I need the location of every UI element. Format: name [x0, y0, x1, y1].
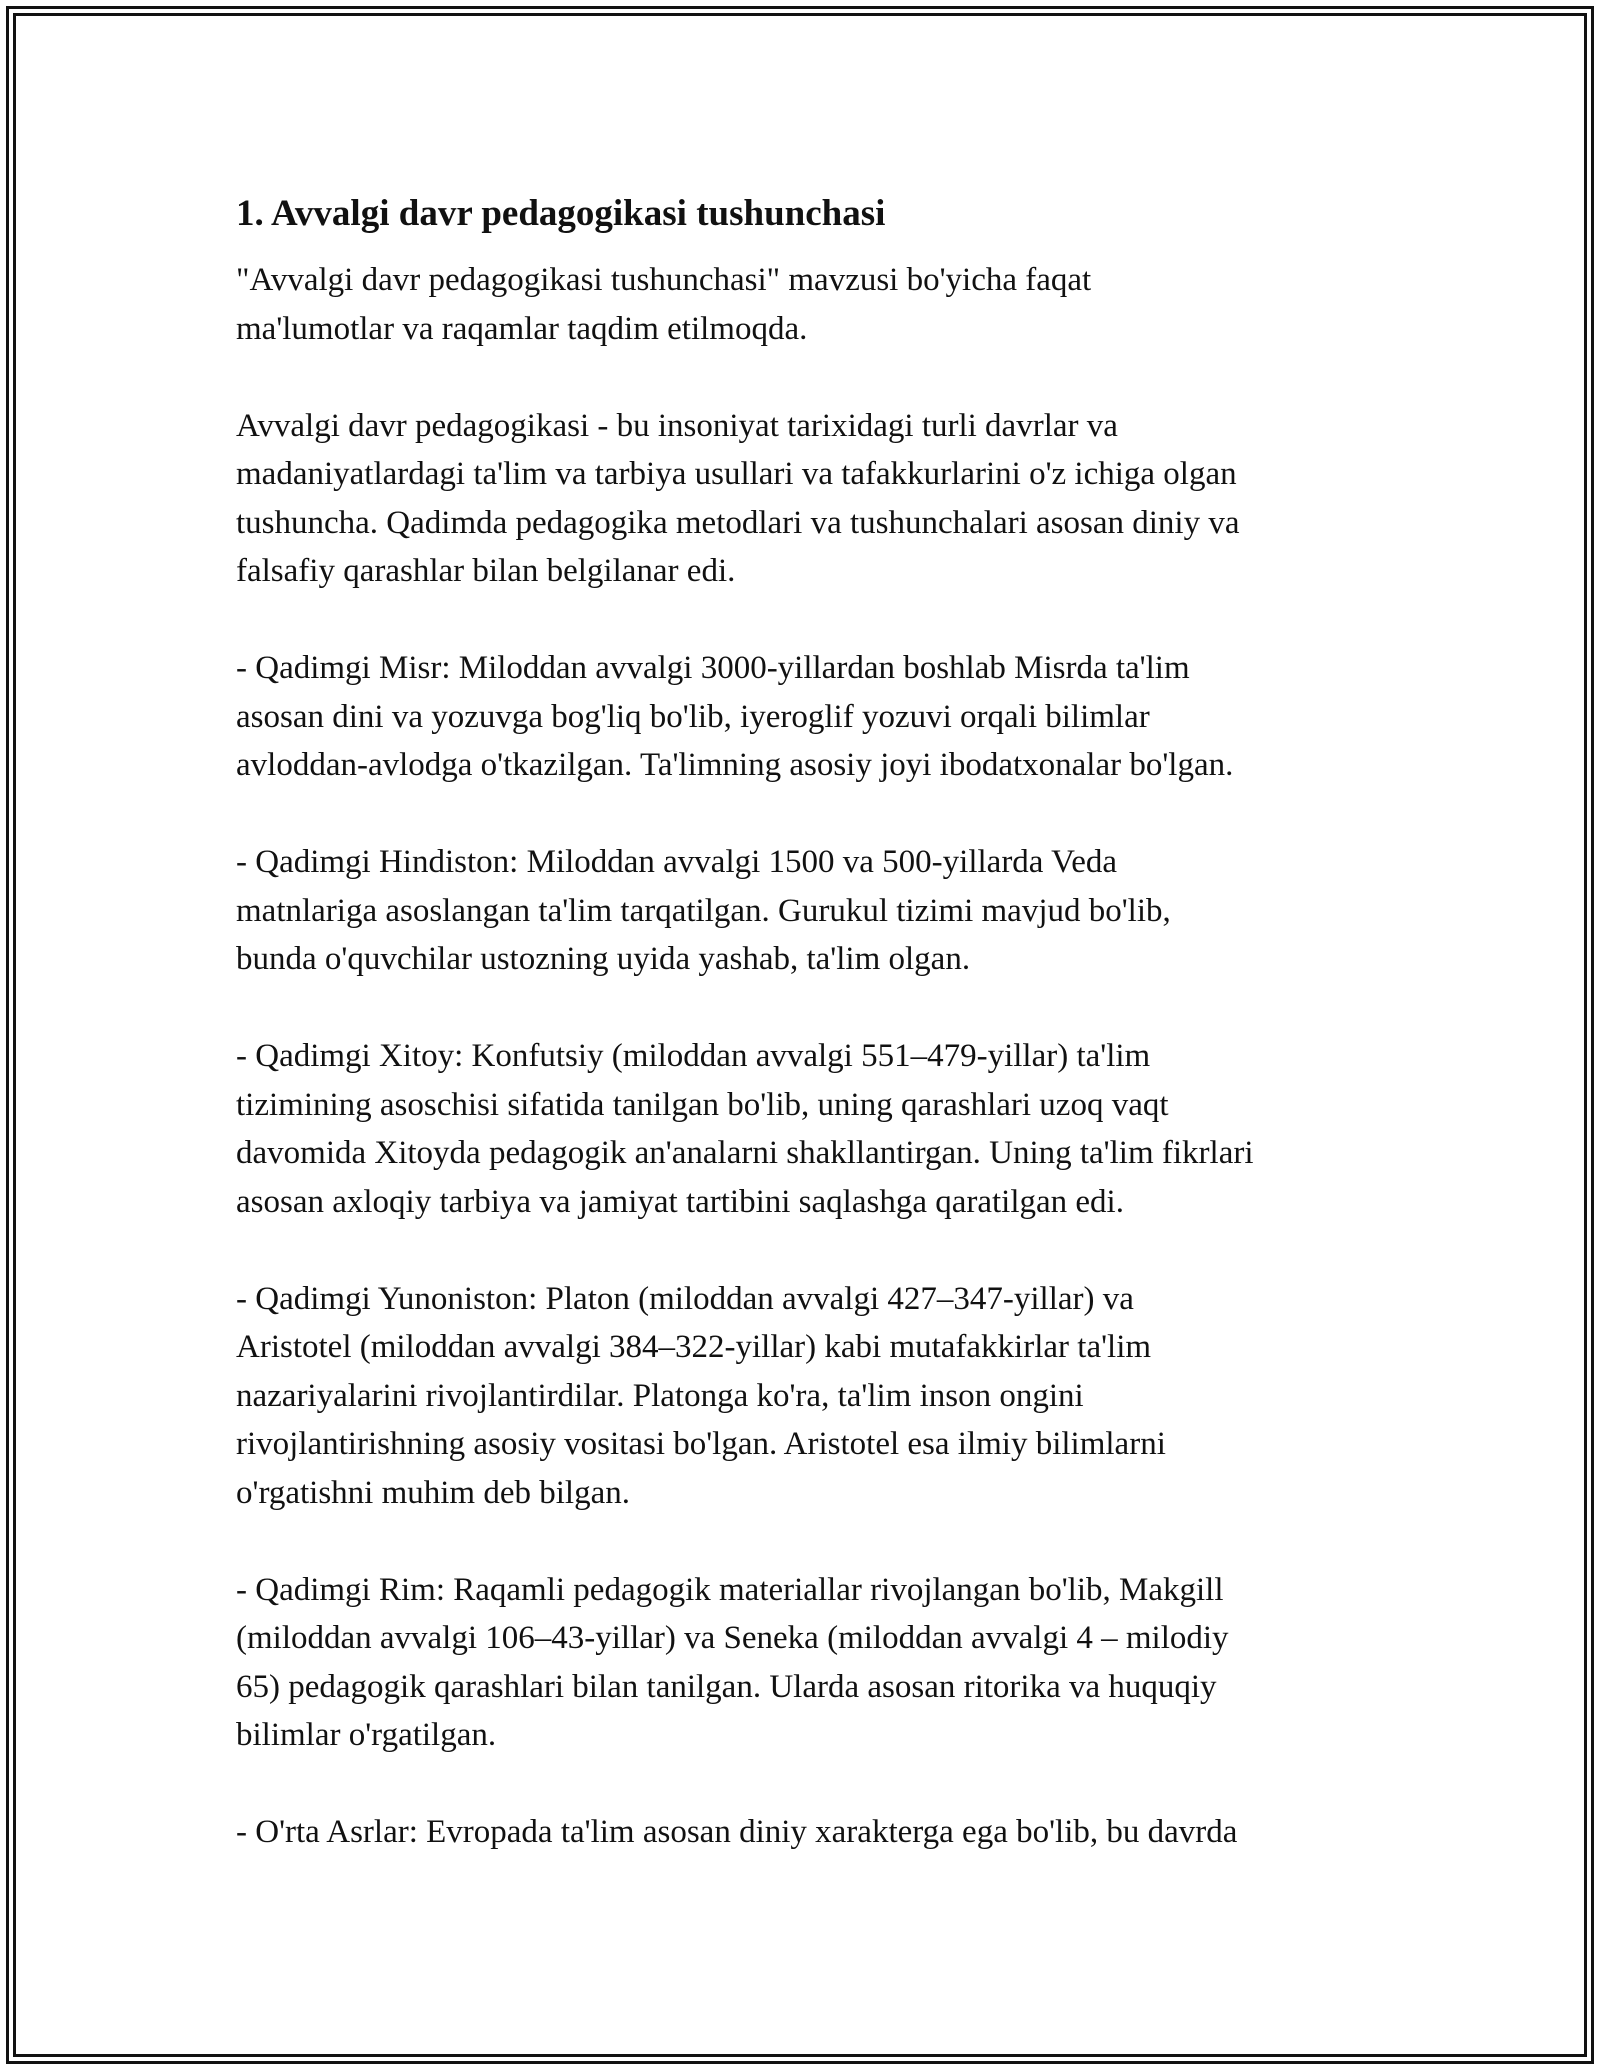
text-line: - Qadimgi Xitoy: Konfutsiy (miloddan avvalgi 551–479-yillar) ta'lim	[236, 1038, 1151, 1074]
china-paragraph	[236, 1032, 1396, 1226]
india-paragraph	[236, 838, 1396, 984]
text-line: - Qadimgi Misr: Miloddan avvalgi 3000-yillardan boshlab Misrda ta'lim	[236, 650, 1190, 686]
greece-paragraph	[236, 1275, 1396, 1518]
text-line: - O'rta Asrlar: Evropada ta'lim asosan diniy xarakterga ega bo'lib, bu davrda	[236, 1814, 1238, 1850]
text-line: asosan axloqiy tarbiya va jamiyat tartibini saqlashga qaratilgan edi.	[236, 1183, 1124, 1220]
text-line: avloddan-avlodga o'tkazilgan. Ta'limning asosiy joyi ibodatxonalar bo'lgan.	[236, 747, 1234, 783]
rome-paragraph	[236, 1566, 1396, 1760]
text-line: - Qadimgi Rim: Raqamli pedagogik materiallar rivojlangan bo'lib, Makgill	[236, 1571, 1224, 1608]
text-line: matnlariga asoslangan ta'lim tarqatilgan. Gurukul tizimi mavjud bo'lib,	[236, 892, 1171, 929]
text-line: bilimlar o'rgatilgan.	[236, 1717, 497, 1753]
text-line: falsafiy qarashlar bilan belgilanar edi.	[236, 553, 736, 589]
document-body	[236, 186, 1396, 1905]
intro-paragraph	[236, 256, 1396, 353]
egypt-paragraph	[236, 644, 1396, 790]
text-line: o'rgatishni muhim deb bilgan.	[236, 1474, 630, 1511]
middle-ages-paragraph	[236, 1808, 1396, 1857]
text-line: 65) pedagogik qarashlari bilan tanilgan. Ularda asosan ritorika va huquqiy	[236, 1668, 1217, 1705]
text-line: "Avvalgi davr pedagogikasi tushunchasi" mavzusi bo'yicha faqat	[236, 262, 1092, 298]
text-line: Avvalgi davr pedagogikasi - bu insoniyat tarixidagi turli davrlar va	[236, 407, 1118, 444]
text-line: ma'lumotlar va raqamlar taqdim etilmoqda.	[236, 310, 808, 347]
text-line: - Qadimgi Hindiston: Miloddan avvalgi 1500 va 500-yillarda Veda	[236, 844, 1118, 880]
document-title: 1. Avvalgi davr pedagogikasi tushunchasi	[236, 193, 886, 234]
text-line: nazariyalarini rivojlantirdilar. Platonga ko'ra, ta'lim inson ongini	[236, 1377, 1084, 1414]
text-line: asosan dini va yozuvga bog'liq bo'lib, iyeroglif yozuvi orqali bilimlar	[236, 698, 1150, 735]
text-line: bunda o'quvchilar ustozning uyida yashab, ta'lim olgan.	[236, 941, 971, 977]
definition-paragraph	[236, 402, 1396, 596]
text-line: (miloddan avvalgi 106–43-yillar) va Seneka (miloddan avvalgi 4 – milodiy	[236, 1620, 1229, 1656]
text-line: rivojlantirishning asosiy vositasi bo'lgan. Aristotel esa ilmiy bilimlarni	[236, 1426, 1166, 1462]
text-line: madaniyatlardagi ta'lim va tarbiya usullari va tafakkurlarini o'z ichiga olgan	[236, 456, 1237, 492]
text-line: Aristotel (miloddan avvalgi 384–322-yillar) kabi mutafakkirlar ta'lim	[236, 1329, 1152, 1365]
text-line: tizimining asoschisi sifatida tanilgan bo'lib, uning qarashlari uzoq vaqt	[236, 1086, 1169, 1123]
text-line: - Qadimgi Yunoniston: Platon (miloddan avvalgi 427–347-yillar) va	[236, 1280, 1134, 1317]
text-line: davomida Xitoyda pedagogik an'analarni shakllantirgan. Uning ta'lim fikrlari	[236, 1135, 1254, 1171]
text-line: tushuncha. Qadimda pedagogika metodlari va tushunchalari asosan diniy va	[236, 504, 1240, 541]
